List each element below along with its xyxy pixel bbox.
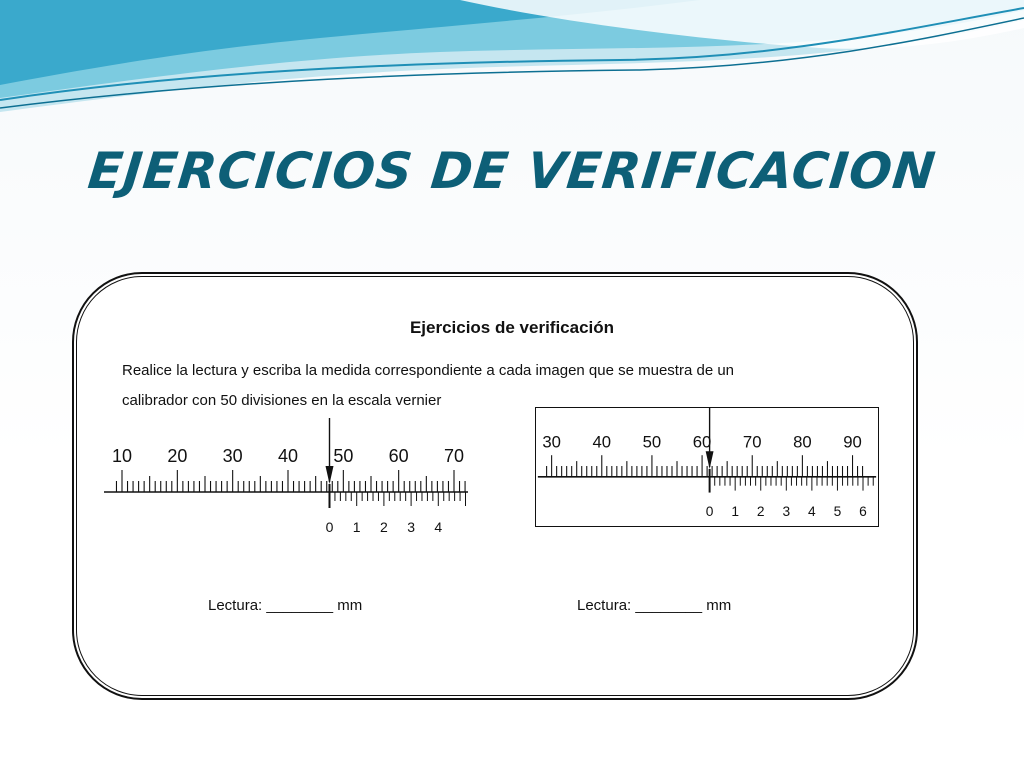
vernier-scale-label: 6: [859, 504, 867, 520]
reading-label-2: Lectura: ________ mm: [577, 597, 732, 614]
main-scale-label: 70: [443, 446, 465, 466]
main-scale-label: 60: [388, 446, 409, 466]
vernier-scale-label: 2: [756, 504, 765, 520]
main-scale-label: 30: [542, 432, 561, 452]
main-scale-label: 20: [167, 446, 188, 466]
vernier-scale-label: 4: [434, 519, 443, 535]
slide-title: EJERCICIOS DE VERIFICACION: [85, 142, 939, 200]
panel-heading: Ejercicios de verificación: [409, 318, 615, 337]
instruction-line-2: calibrador con 50 divisiones en la escala vernier: [122, 392, 442, 409]
vernier-scale-label: 1: [352, 519, 361, 535]
instruction-line-1: Realice la lectura y escriba la medida correspondiente a cada imagen que se muestra de un: [122, 362, 735, 379]
vernier-scale-label: 5: [833, 504, 842, 520]
vernier-scale-label: 2: [380, 519, 388, 535]
main-scale-label: 40: [277, 446, 299, 466]
main-scale-label: 40: [592, 432, 612, 452]
main-scale-label: 90: [843, 432, 862, 452]
vernier-scale-label: 4: [808, 504, 816, 520]
vernier-scale-label: 0: [705, 504, 714, 520]
main-scale-label: 50: [642, 432, 662, 452]
caliper-scale-2: [535, 407, 879, 527]
main-scale-label: 80: [793, 432, 812, 452]
vernier-scale-label: 3: [782, 504, 791, 520]
reading-label-1: Lectura: ________ mm: [208, 597, 363, 614]
vernier-scale-label: 0: [325, 519, 334, 535]
header-wave-decoration: [0, 0, 1024, 120]
main-scale-label: 70: [742, 432, 762, 452]
vernier-scale-label: 1: [731, 504, 740, 520]
main-scale-label: 10: [111, 446, 133, 466]
main-scale-label: 50: [333, 446, 354, 466]
caliper-scale-1: [104, 410, 468, 540]
main-scale-label: 30: [222, 446, 243, 466]
vernier-scale-label: 3: [407, 519, 415, 535]
main-scale-label: 60: [692, 432, 712, 452]
